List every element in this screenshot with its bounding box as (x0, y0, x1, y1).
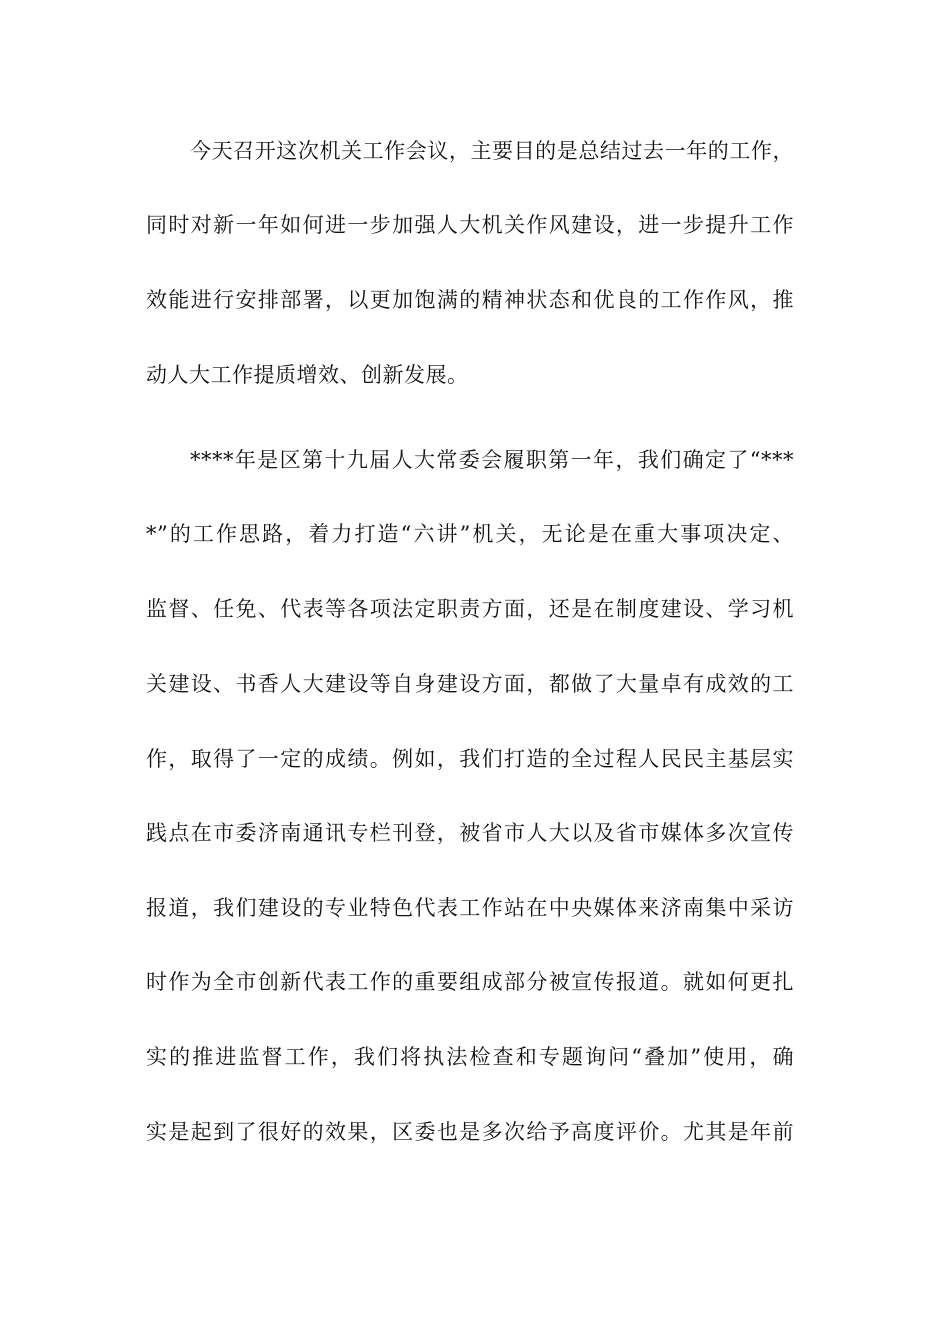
paragraph-1-line-1: 今天召开这次机关工作会议，主要目的是总结过去一年的工作， (190, 139, 794, 163)
paragraph-2-line-3: 监督、任免、代表等各项法定职责方面，还是在制度建设、学习机 (146, 597, 794, 621)
paragraph-2-line-8: 时作为全市创新代表工作的重要组成部分被宣传报道。就如何更扎 (146, 970, 794, 994)
paragraph-2-line-7: 报道，我们建设的专业特色代表工作站在中央媒体来济南集中采访 (146, 896, 794, 920)
paragraph-2-line-10: 实是起到了很好的效果，区委也是多次给予高度评价。尤其是年前 (146, 1120, 794, 1144)
paragraph-2-line-5: 作，取得了一定的成绩。例如，我们打造的全过程人民民主基层实 (146, 747, 794, 771)
paragraph-2-line-1: ****年是区第十九届人大常委会履职第一年，我们确定了“*** (190, 448, 794, 472)
paragraph-2-line-6: 践点在市委济南通讯专栏刊登，被省市人大以及省市媒体多次宣传 (146, 821, 794, 845)
paragraph-1-line-4: 动人大工作提质增效、创新发展。 (146, 363, 469, 387)
paragraph-1-line-3: 效能进行安排部署，以更加饱满的精神状态和优良的工作作风，推 (146, 288, 794, 312)
paragraph-1-line-2: 同时对新一年如何进一步加强人大机关作风建设，进一步提升工作 (146, 213, 794, 237)
paragraph-2-line-9: 实的推进监督工作，我们将执法检查和专题询问“叠加”使用，确 (146, 1045, 794, 1069)
paragraph-2-line-2: *”的工作思路，着力打造“六讲”机关，无论是在重大事项决定、 (146, 522, 794, 546)
paragraph-2-line-4: 关建设、书香人大建设等自身建设方面，都做了大量卓有成效的工 (146, 672, 794, 696)
